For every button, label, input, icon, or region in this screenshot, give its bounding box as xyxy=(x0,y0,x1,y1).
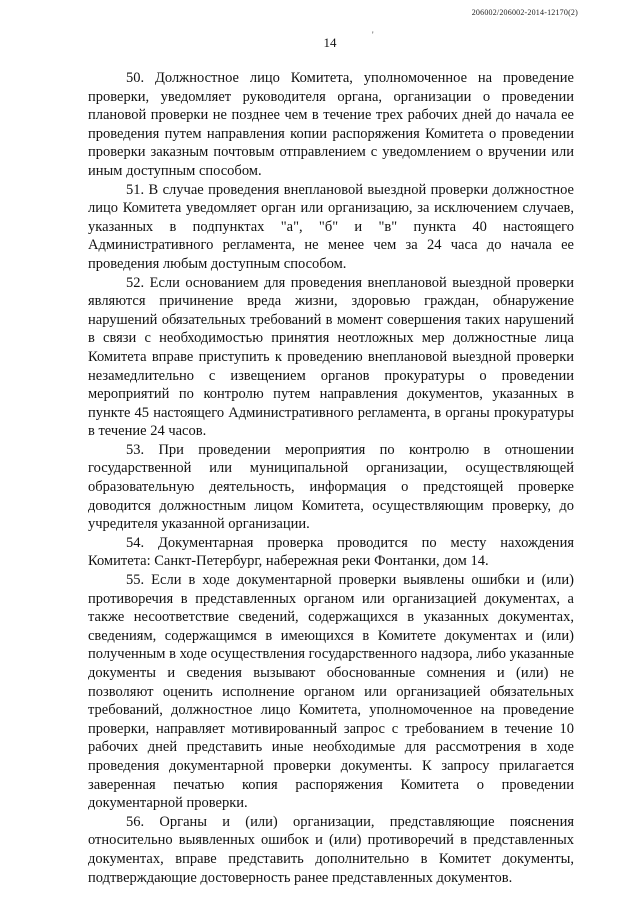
paragraph-54: 54. Документарная проверка проводится по месту нахождения Комитета: Санкт-Петербург, набережная реки Фонтанки, дом 14. xyxy=(88,534,574,570)
paragraph-56: 56. Органы и (или) организации, представляющие пояснения относительно выявленных ошибок и (или) противоречий в представленных документах, вправе представить дополнительно в Комитет документы, подтверждающие достоверность ранее представленных документов. xyxy=(88,813,574,886)
paragraph-53: 53. При проведении мероприятия по контролю в отношении государственной или муниципальной организации, осуществляющей образовательную деятельность, информация о предстоящей проверке доводится должностным лицом Комитета, осуществляющим проверку, до учредителя указанной организации. xyxy=(88,441,574,533)
paragraph-55: 55. Если в ходе документарной проверки выявлены ошибки и (или) противоречия в представленных органом или организацией документах, а также несоответствие сведений, содержащихся в указанных документах, сведениям, содержащимся в имеющихся в Комитете документах и (или) полученным в ходе осуществления государственного надзора, либо указанные документы и сведения вызывают обоснованные сомнения и (или) не позволяют оценить исполнение органом или организацией обязательных требований, должностное лицо Комитета, уполномоченное на проведение проверки, направляет мотивированный запрос с требованием в течение 10 рабочих дней представить иные необходимые для рассмотрения в ходе проведения документарной проверки документы. К запросу прилагается заверенная печатью копия распоряжения Комитета о проведении документарной проверки. xyxy=(88,572,574,812)
scan-mark: ' xyxy=(372,30,374,40)
paragraph-52: 52. Если основанием для проведения внеплановой выездной проверки являются причинение вреда жизни, здоровью граждан, обнаружение нарушений обязательных требований в момент совершения таких нарушений в связи с необходимостью принятия неотложных мер должностные лица Комитета вправе приступить к проведению внеплановой выездной проверки незамедлительно с извещением органов прокуратуры о проведении мероприятий по контролю путем направления документов, указанных в пункте 45 настоящего Административного регламента, в органы прокуратуры в течение 24 часов. xyxy=(88,274,574,440)
page-number: 14 xyxy=(323,35,337,50)
paragraph-50: 50. Должностное лицо Комитета, уполномоченное на проведение проверки, уведомляет руководителя органа, организации о проведении плановой проверки не позднее чем в течение трех рабочих дней до начала ее проведения путем направления копии распоряжения Комитета о проведении проверки заказным почтовым отправлением с уведомлением о вручении или иным доступным способом. xyxy=(88,70,574,179)
document-id: 206002/206002-2014-12170(2) xyxy=(471,8,578,17)
paragraph-51: 51. В случае проведения внеплановой выездной проверки должностное лицо Комитета уведомляет орган или организацию, за исключением случаев, указанных в подпунктах "а", "б" и "в" пункта 40 настоящего Административного регламента, не менее чем за 24 часа до начала ее проведения любым доступным способом. xyxy=(88,181,574,272)
document-body xyxy=(88,69,574,887)
